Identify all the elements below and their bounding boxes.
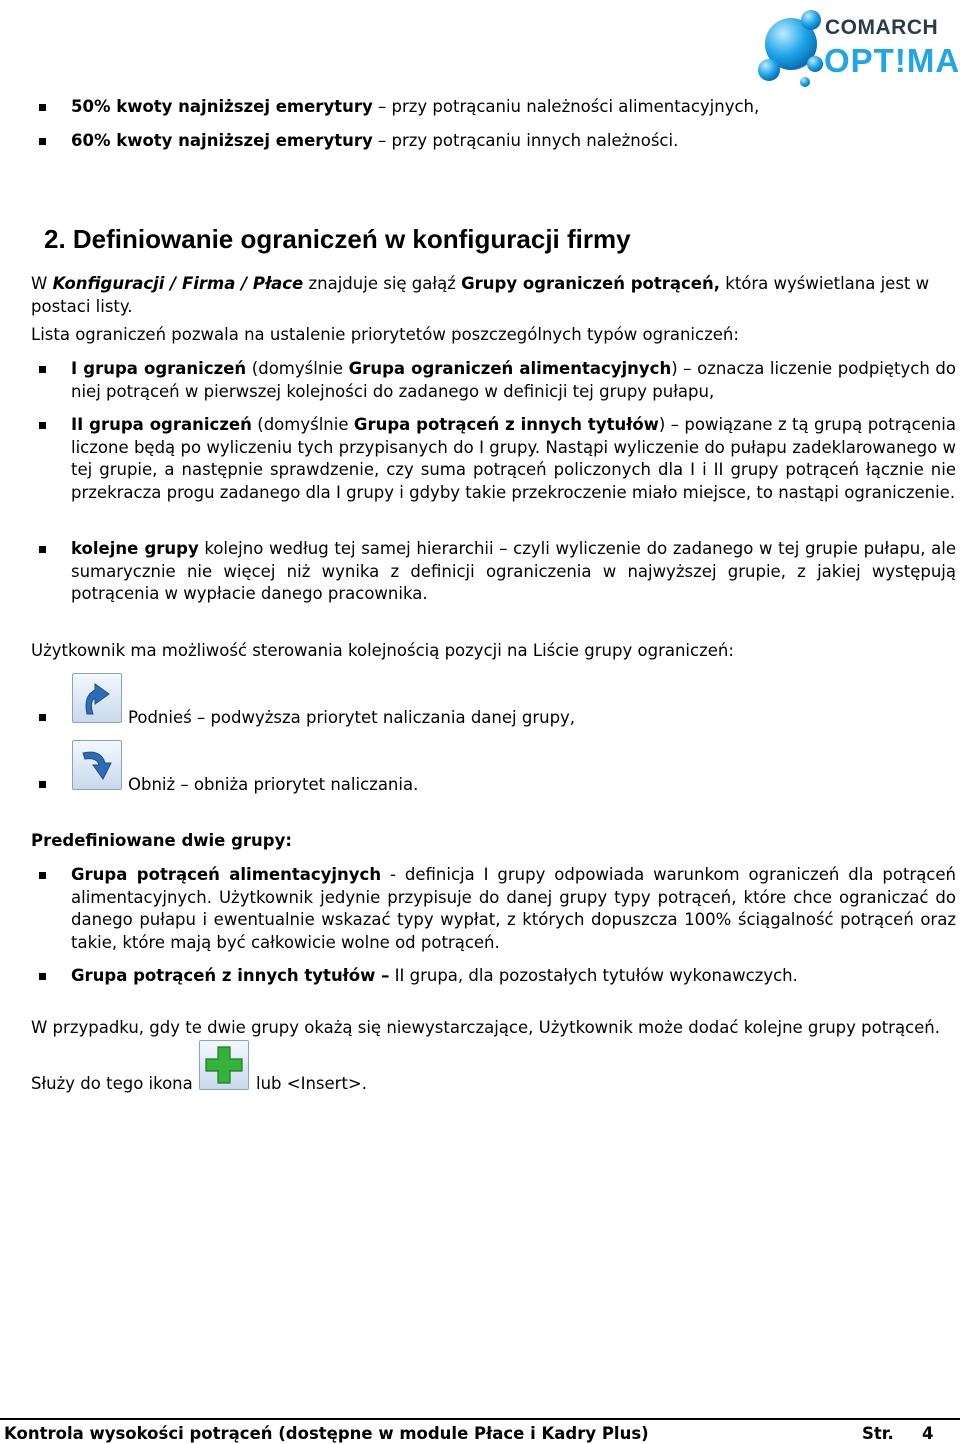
- plus-icon: [200, 1041, 248, 1089]
- bullet-marker: [39, 104, 46, 111]
- footer-divider: [0, 1418, 960, 1420]
- arrow-down-icon: [73, 741, 121, 789]
- closing-icon-text: Służy do tego ikona: [31, 1074, 193, 1093]
- closing-paragraph: W przypadku, gdy te dwie grupy okażą się niewystarczające, Użytkownik może dodać kolejne grupy potrąceń.: [31, 1018, 940, 1037]
- footer-page-label: Str.: [862, 1424, 894, 1443]
- bullet-marker: [39, 781, 46, 788]
- footer-title: Kontrola wysokości potrąceń (dostępne w module Płace i Kadry Plus): [4, 1424, 649, 1443]
- footer-page-number: 4: [922, 1424, 934, 1443]
- predefined-heading: Predefiniowane dwie grupy:: [31, 831, 292, 850]
- logo-product: OPT!MA: [824, 42, 960, 79]
- comarch-optima-logo: [745, 6, 960, 90]
- order-paragraph: Użytkownik ma możliwość sterowania kolejnością pozycji na Liście grupy ograniczeń:: [31, 641, 734, 660]
- list-item: I grupa ograniczeń (domyślnie Grupa ograniczeń alimentacyjnych) – oznacza liczenie podpiętych do niej potrąceń w pierwszej kolejności do zadanego w definicji tej grupy pułapu,: [71, 359, 956, 401]
- list-item: Grupa potrąceń alimentacyjnych - definicja I grupy odpowiada warunkom ograniczeń dla potrąceń alimentacyjnych. Użytkownik jedynie przypisuje do danej grupy typy potrąceń, które chce ograniczać do danego pułapu i ewentualnie wskazać typy wypłat, z których dopuszcza 100% ściągalność potrąceń oraz takie, które mają być całkowicie wolne od potrąceń.: [71, 865, 956, 952]
- bullet-marker: [39, 366, 46, 373]
- bullet-marker: [39, 973, 46, 980]
- logo-brand: COMARCH: [825, 16, 939, 39]
- closing-insert-text: lub <Insert>.: [256, 1074, 367, 1093]
- list-item: Grupa potrąceń z innych tytułów – II grupa, dla pozostałych tytułów wykonawczych.: [71, 966, 798, 985]
- move-down-description: Obniż – obniża priorytet naliczania.: [128, 775, 419, 794]
- list-item: II grupa ograniczeń (domyślnie Grupa potrąceń z innych tytułów) – powiązane z tą grupą potrącenia liczone będą po wyliczeniu tych przypisanych do I grupy. Nastąpi wyliczenie do pułapu zadeklarowanego w tej grupie, a następnie sprawdzenie, czy suma potrąceń policzonych dla I i II grupy potrąceń łącznie nie przekracza progu zadanego dla I grupy i gdyby takie przekroczenie miało miejsce, to nastąpi ograniczenie.: [71, 415, 956, 502]
- move-up-description: Podnieś – podwyższa priorytet naliczania danej grupy,: [128, 708, 576, 727]
- list-intro-paragraph: Lista ograniczeń pozwala na ustalenie priorytetów poszczególnych typów ograniczeń:: [31, 325, 739, 344]
- arrow-up-icon: [73, 674, 121, 722]
- add-group-button[interactable]: [199, 1040, 249, 1090]
- list-item: kolejne grupy kolejno według tej samej hierarchii – czyli wyliczenie do zadanego w tej grupie pułapu, ale sumarycznie nie więcej niż wynika z definicji ograniczenia w najwyższej grupie, z jakiej występują potrącenia w wypłacie danego pracownika.: [71, 539, 956, 604]
- section-title: 2. Definiowanie ograniczeń w konfiguracji firmy: [44, 224, 631, 254]
- bullet-marker: [39, 872, 46, 879]
- move-down-button[interactable]: [72, 740, 122, 790]
- list-item: 50% kwoty najniższej emerytury – przy potrącaniu należności alimentacyjnych,: [71, 97, 760, 116]
- bullet-marker: [39, 546, 46, 553]
- move-up-button[interactable]: [72, 673, 122, 723]
- intro-paragraph: W Konfiguracji / Firma / Płace znajduje się gałąź Grupy ograniczeń potrąceń, która wyświetlana jest w postaci listy.: [31, 274, 930, 316]
- list-item: 60% kwoty najniższej emerytury – przy potrącaniu innych należności.: [71, 131, 679, 150]
- bullet-marker: [39, 422, 46, 429]
- bullet-marker: [39, 138, 46, 145]
- bullet-marker: [39, 714, 46, 721]
